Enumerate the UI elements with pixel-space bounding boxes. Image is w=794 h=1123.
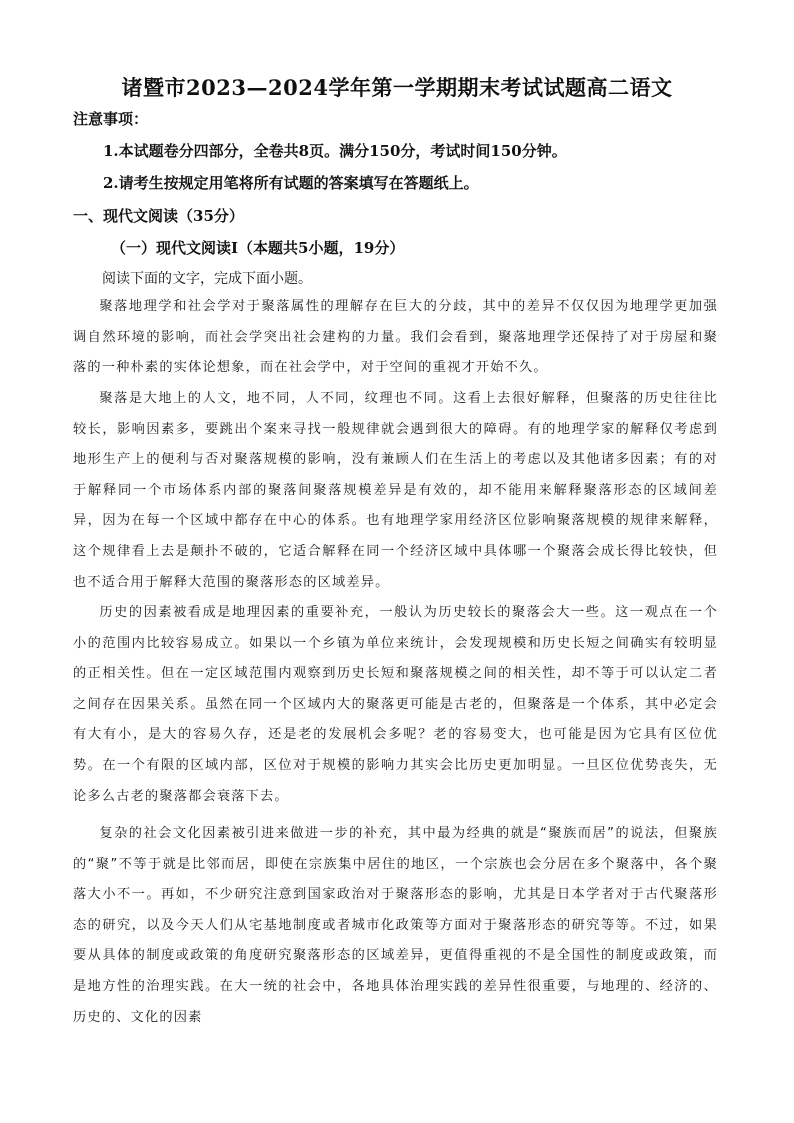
section-heading: 一、现代文阅读（35分）	[73, 207, 244, 225]
notice-heading: 注意事项：	[73, 110, 149, 128]
paragraph-3: 历史的因素被看成是地理因素的重要补充，一般认为历史较长的聚落会大一些。这一观点在一个小的范围内比较容易成立。如果以一个乡镇为单位来统计，会发现规模和历史长短之间确实有较明显的正相关性。但在一定区域范围内观察到历史长短和聚落规模之间的相关性，却不等于可以认定二者之间存在因果关系。虽然在同一个区域内大的聚落更可能是古老的，但聚落是一个体系，其中必定会有大有小，是大的容易久存，还是老的发展机会多呢？老的容易变大，也可能是因为它具有区位优势。在一个有限的区域内部，区位对于规模的影响力其实会比历史更加明显。一旦区位优势丧失，无论多么古老的聚落都会衰落下去。	[73, 605, 718, 804]
notice-item-1: 1.本试题卷分四部分，全卷共8页。满分150分，考试时间150分钟。	[103, 142, 567, 160]
paragraph-1: 聚落地理学和社会学对于聚落属性的理解存在巨大的分歧，其中的差异不仅仅因为地理学更加强调自然环境的影响，而社会学突出社会建构的力量。我们会看到，聚落地理学还保持了对于房屋和聚落的一种朴素的实体论想象，而在社会学中，对于空间的重视才开始不久。	[73, 299, 718, 376]
subsection-heading: （一）现代文阅读Ⅰ（本题共5小题，19分）	[111, 239, 405, 257]
exam-title: 诸暨市2023—2024学年第一学期期末考试试题高二语文	[121, 75, 673, 100]
notice-item-2: 2.请考生按规定用笔将所有试题的答案填写在答题纸上。	[103, 174, 479, 192]
reading-instruction: 阅读下面的文字，完成下面小题。	[102, 271, 312, 287]
paragraph-2: 聚落是大地上的人文，地不同，人不同，纹理也不同。这看上去很好解释，但聚落的历史往往比较长，影响因素多，要跳出个案来寻找一般规律就会遇到很大的障碍。有的地理学家的解释仅考虑到地形生产上的便利与否对聚落规模的影响，没有兼顾人们在生活上的考虑以及其他诸多因素；有的对于解释同一个市场体系内部的聚落间聚落规模差异是有效的，却不能用来解释聚落形态的区域间差异，因为在每一个区域中都存在中心的体系。也有地理学家用经济区位影响聚落规模的规律来解释，这个规律看上去是颠扑不破的，它适合解释在同一个经济区域中具体哪一个聚落会成长得比较快，但也不适合用于解释大范围的聚落形态的区域差异。	[73, 391, 718, 590]
paragraph-4: 复杂的社会文化因素被引进来做进一步的补充，其中最为经典的就是“聚族而居”的说法，但聚族的“聚”不等于就是比邻而居，即使在宗族集中居住的地区，一个宗族也会分居在多个聚落中，各个聚落大小不一。再如，不少研究注意到国家政治对于聚落形态的影响，尤其是日本学者对于古代聚落形态的研究，以及今天人们从宅基地制度或者城市化政策等方面对于聚落形态的研究等等。不过，如果要从具体的制度或政策的角度研究聚落形态的区域差异，更值得重视的不是全国性的制度或政策，而是地方性的治理实践。在大一统的社会中，各地具体治理实践的差异性很重要，与地理的、经济的、历史的、文化的因素	[73, 826, 718, 1025]
